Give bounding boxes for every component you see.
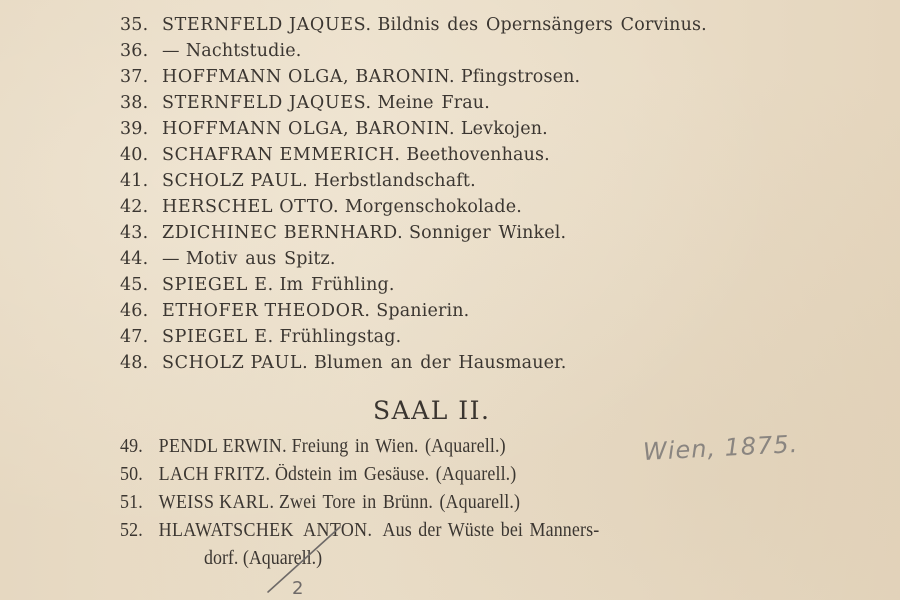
entry-number: 52.	[120, 520, 143, 541]
entry-number: 35.	[120, 15, 149, 35]
entry-title: Zwei Tore in Brünn. (Aquarell.)	[278, 492, 521, 513]
entry-artist: —	[162, 249, 181, 269]
entry-number: 37.	[120, 67, 149, 87]
entry-artist: ZDICHINEC BERNHARD.	[162, 223, 404, 243]
entry-artist: STERNFELD JAQUES.	[162, 15, 372, 35]
entry-artist: HLAWATSCHEK ANTON.	[158, 520, 373, 541]
entry-title: Morgenschokolade.	[344, 197, 522, 217]
entry-artist: LACH FRITZ.	[158, 464, 271, 485]
entry-artist: SPIEGEL E.	[162, 275, 274, 295]
pencil-number: 2	[292, 578, 304, 599]
entry-number: 36.	[120, 41, 149, 61]
entry-title: Beethovenhaus.	[406, 145, 550, 165]
entry-artist: HOFFMANN OLGA, BARONIN.	[162, 119, 456, 139]
entry-artist: SCHOLZ PAUL.	[162, 353, 309, 373]
entry-artist: PENDL ERWIN.	[158, 436, 287, 457]
entry-artist: SPIEGEL E.	[162, 327, 274, 347]
entry-number: 51.	[120, 492, 143, 513]
entry-number: 44.	[120, 249, 149, 269]
entry-title: Meine Frau.	[377, 93, 490, 113]
entry-artist: —	[162, 41, 181, 61]
entry-artist: HOFFMANN OLGA, BARONIN.	[162, 67, 456, 87]
entry-number: 40.	[120, 145, 149, 165]
entry-title: Sonniger Winkel.	[409, 223, 567, 243]
entry-title: Aus der Wüste bei Manners-	[382, 520, 600, 541]
entry-number: 45.	[120, 275, 149, 295]
entry-number: 46.	[120, 301, 149, 321]
entry-artist: SCHOLZ PAUL.	[162, 171, 309, 191]
entry-number: 39.	[120, 119, 149, 139]
entry-artist: WEISS KARL.	[158, 492, 275, 513]
entry-title: Pfingstrosen.	[460, 67, 581, 87]
entry-title: Blumen an der Hausmauer.	[314, 353, 567, 373]
entry-title: Herbstlandschaft.	[314, 171, 476, 191]
entry-title: Motiv aus Spitz.	[185, 249, 336, 269]
entry-number: 38.	[120, 93, 149, 113]
entry-title: Bildnis des Opernsängers Corvinus.	[377, 15, 707, 35]
entry-title: Spanierin.	[376, 301, 470, 321]
entry-number: 41.	[120, 171, 149, 191]
entry-number: 50.	[120, 464, 143, 485]
entry-artist: SCHAFRAN EMMERICH.	[162, 145, 401, 165]
entry-title: Frühlingstag.	[279, 327, 402, 347]
entry-artist: ETHOFER THEODOR.	[162, 301, 371, 321]
entry-number: 43.	[120, 223, 149, 243]
entry-title: Freiung in Wien. (Aquarell.)	[291, 436, 506, 457]
entry-number: 47.	[120, 327, 149, 347]
entry-title: Levkojen.	[460, 119, 548, 139]
entry-number: 42.	[120, 197, 149, 217]
entry-title: Ödstein im Gesäuse. (Aquarell.)	[274, 464, 517, 485]
entry-title: Nachtstudie.	[185, 41, 302, 61]
section-heading: SAAL II.	[373, 396, 491, 425]
entry-continuation: dorf. (Aquarell.)	[204, 548, 323, 569]
entry-artist: STERNFELD JAQUES.	[162, 93, 372, 113]
entry-number: 49.	[120, 436, 143, 457]
entry-artist: HERSCHEL OTTO.	[162, 197, 340, 217]
handwritten-note: Wien, 1875.	[642, 429, 799, 467]
entry-number: 48.	[120, 353, 149, 373]
entry-title: Im Frühling.	[279, 275, 395, 295]
